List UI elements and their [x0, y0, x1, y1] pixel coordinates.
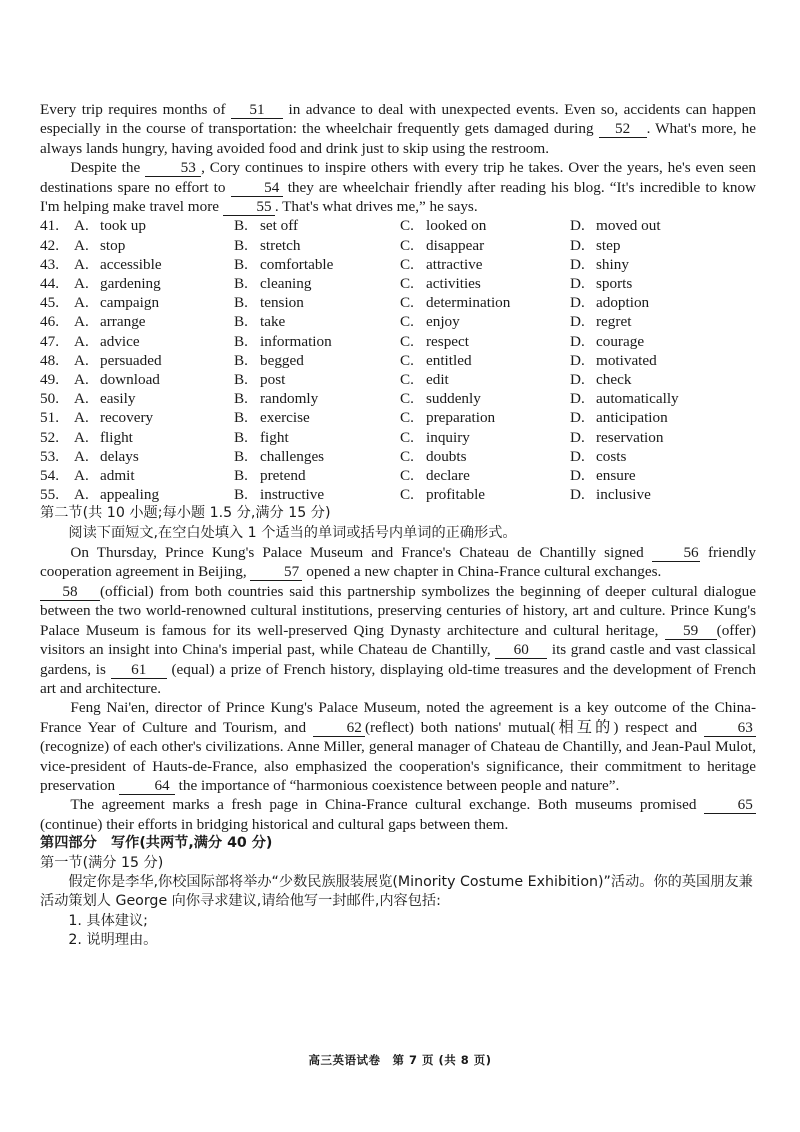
option-row-42: [40, 236, 756, 255]
option-letter: A.: [74, 236, 89, 254]
option-text: take: [260, 313, 286, 331]
option-a[interactable]: [74, 466, 234, 485]
question-number: 52.: [40, 428, 59, 446]
text: in advance to deal with unexpected events. Even so, accidents can happen especially in the course of transportation: the wheelchair frequently gets damaged during: [40, 101, 757, 138]
text: . What's more, he always lands hungry, having avoided food and drink just to skip using the restroom.: [40, 120, 756, 157]
option-letter: C.: [400, 390, 414, 408]
option-b[interactable]: [234, 312, 400, 331]
option-row-46: [40, 312, 756, 331]
option-text: admit: [100, 466, 135, 484]
option-letter: A.: [74, 313, 89, 331]
blank-57[interactable]: 57: [250, 564, 302, 581]
option-text: motivated: [596, 351, 657, 369]
option-text: attractive: [426, 255, 483, 273]
question-number: 46.: [40, 313, 59, 331]
option-c[interactable]: [400, 255, 570, 274]
option-d[interactable]: [570, 274, 740, 293]
blank-53[interactable]: 53: [145, 160, 201, 177]
text: the importance of “harmonious coexistence between people and nature”.: [178, 776, 620, 794]
option-b[interactable]: [234, 485, 400, 504]
option-letter: B.: [234, 428, 248, 446]
option-text: appealing: [100, 486, 160, 504]
exam-page: [40, 100, 756, 951]
option-letter: A.: [74, 332, 89, 350]
option-letter: D.: [570, 294, 585, 312]
option-text: fight: [260, 428, 289, 446]
blank-56[interactable]: 56: [652, 545, 700, 562]
blank-65[interactable]: 65: [704, 797, 756, 814]
option-text: determination: [426, 294, 511, 312]
option-b[interactable]: [234, 255, 400, 274]
question-number: 50.: [40, 390, 59, 408]
option-letter: D.: [570, 217, 585, 235]
option-letter: B.: [234, 486, 248, 504]
option-c[interactable]: [400, 447, 570, 466]
option-letter: C.: [400, 275, 414, 292]
option-a[interactable]: [74, 312, 234, 331]
option-c[interactable]: [400, 236, 570, 255]
option-d[interactable]: [570, 312, 740, 331]
option-letter: D.: [570, 486, 585, 504]
option-text: took up: [100, 217, 146, 235]
option-row-43: [40, 255, 756, 274]
option-text: enjoy: [426, 313, 460, 331]
text: opened a new chapter in China-France cultural exchanges.: [306, 563, 662, 581]
option-text: sports: [596, 275, 633, 292]
option-a[interactable]: [74, 332, 234, 351]
option-d[interactable]: [570, 428, 740, 447]
option-b[interactable]: [234, 389, 400, 408]
option-b[interactable]: [234, 408, 400, 427]
text: Despite the: [70, 159, 141, 177]
option-d[interactable]: [570, 332, 740, 351]
option-row-48: [40, 351, 756, 370]
option-d[interactable]: [570, 370, 740, 389]
option-text: ensure: [596, 466, 636, 484]
option-text: respect: [426, 332, 470, 350]
option-letter: D.: [570, 428, 585, 446]
option-text: stop: [100, 236, 126, 254]
option-text: courage: [596, 332, 645, 350]
option-row-52: [40, 428, 756, 447]
part4-sub-heading: 第一节(满分 15 分): [40, 854, 164, 871]
option-letter: B.: [234, 255, 248, 273]
option-letter: C.: [400, 447, 414, 465]
option-text: entitled: [426, 351, 472, 369]
question-number: 53.: [40, 447, 59, 465]
option-text: recovery: [100, 409, 154, 427]
option-letter: A.: [74, 217, 89, 235]
option-text: edit: [426, 370, 449, 388]
blank-54[interactable]: 54: [231, 180, 283, 197]
option-letter: B.: [234, 236, 248, 254]
option-text: inquiry: [426, 428, 470, 446]
option-letter: D.: [570, 275, 585, 292]
option-text: begged: [260, 351, 304, 369]
question-number: 49.: [40, 370, 59, 388]
part4-heading: 第四部分 写作(共两节,满分 40 分): [40, 835, 273, 852]
option-c[interactable]: [400, 370, 570, 389]
option-b[interactable]: [234, 428, 400, 447]
option-text: suddenly: [426, 390, 481, 408]
option-text: arrange: [100, 313, 146, 331]
option-text: challenges: [260, 447, 325, 465]
option-b[interactable]: [234, 274, 400, 293]
option-d[interactable]: [570, 293, 740, 312]
option-b[interactable]: [234, 236, 400, 255]
option-text: shiny: [596, 255, 629, 273]
option-b[interactable]: [234, 466, 400, 485]
option-a[interactable]: [74, 274, 234, 293]
option-row-49: [40, 370, 756, 389]
option-letter: C.: [400, 313, 414, 331]
option-d[interactable]: [570, 389, 740, 408]
option-text: delays: [100, 447, 139, 465]
option-text: advice: [100, 332, 140, 350]
option-text: accessible: [100, 255, 162, 273]
text: (official) from both countries said this partnership symbolizes the beginning of deeper cultural dialogue between the two world-renowned cultural institutions, preserving centuries of history, art and culture. Prince Kung's Palace Museum is famous for its well-preserved Qing Dynasty architecture and cultural heritage,: [40, 582, 756, 639]
option-text: campaign: [100, 294, 160, 312]
option-text: reservation: [596, 428, 664, 446]
text: The agreement marks a fresh page in China-France cultural exchange. Both museums promised: [70, 796, 697, 814]
option-a[interactable]: [74, 351, 234, 370]
blank-51[interactable]: 51: [231, 102, 283, 119]
option-text: easily: [100, 390, 136, 408]
option-c[interactable]: [400, 389, 570, 408]
option-text: set off: [260, 217, 299, 235]
option-letter: D.: [570, 409, 585, 427]
text: (recognize) of each other's civilizations. Anne Miller, general manager of Chateau de Chantilly, and Jean-Paul Mulot, vice-president of Hauts-de-France, also emphasized the cooperation's significance, their commitment to heritage preservation: [40, 738, 756, 794]
option-text: randomly: [260, 390, 319, 408]
option-text: activities: [426, 275, 481, 292]
option-c[interactable]: [400, 274, 570, 293]
option-b[interactable]: [234, 351, 400, 370]
text: (equal) a prize of French history, displaying old-time treasures and the development of French art and architecture.: [40, 660, 756, 697]
option-b[interactable]: [234, 293, 400, 312]
option-text: looked on: [426, 217, 487, 235]
blank-64[interactable]: 64: [119, 778, 175, 795]
section2-paragraph-1: [40, 543, 756, 582]
option-text: step: [596, 236, 621, 254]
section2-heading: 第二节(共 10 小题;每小题 1.5 分,满分 15 分): [40, 505, 331, 522]
text: (reflect) both nations' mutual(相互的) respect and: [365, 718, 698, 736]
option-d[interactable]: [570, 466, 740, 485]
option-b[interactable]: [234, 370, 400, 389]
question-number: 54.: [40, 466, 59, 484]
option-letter: C.: [400, 409, 414, 427]
option-c[interactable]: [400, 485, 570, 504]
text: Feng Nai'en, director of Prince Kung's Palace Museum, noted the agreement is a key outcome of the China-France Year of Culture and Tourism, and: [40, 699, 756, 736]
option-b[interactable]: [234, 332, 400, 351]
blank-60[interactable]: 60: [495, 642, 547, 659]
option-text: disappear: [426, 236, 485, 254]
option-row-41: [40, 216, 756, 235]
option-row-44: [40, 274, 756, 293]
option-text: gardening: [100, 275, 161, 292]
page-footer: 高三英语试卷 第 7 页 (共 8 页): [308, 1053, 492, 1067]
option-letter: D.: [570, 351, 585, 369]
option-text: post: [260, 370, 286, 388]
option-a[interactable]: [74, 485, 234, 504]
option-letter: A.: [74, 428, 89, 446]
option-row-50: [40, 389, 756, 408]
option-letter: A.: [74, 370, 89, 388]
option-a[interactable]: [74, 389, 234, 408]
option-letter: C.: [400, 236, 414, 254]
question-number: 55.: [40, 486, 59, 504]
writing-prompt: 假定你是李华,你校国际部将举办“少数民族服装展览(Minority Costume Exhibition)”活动。你的英国朋友兼活动策划人 George 向你寻求建议,请给他写一封邮件,内容包括:: [40, 873, 753, 910]
question-number: 43.: [40, 255, 59, 273]
option-text: automatically: [596, 390, 679, 408]
option-letter: C.: [400, 332, 414, 350]
option-letter: B.: [234, 390, 248, 408]
option-text: moved out: [596, 217, 661, 235]
option-letter: B.: [234, 447, 248, 465]
option-c[interactable]: [400, 351, 570, 370]
option-letter: B.: [234, 351, 248, 369]
option-letter: D.: [570, 390, 585, 408]
option-row-45: [40, 293, 756, 312]
option-letter: A.: [74, 294, 89, 312]
option-text: download: [100, 370, 160, 388]
option-text: regret: [596, 313, 632, 331]
option-text: doubts: [426, 447, 467, 465]
blank-61[interactable]: 61: [111, 662, 167, 679]
option-c[interactable]: [400, 293, 570, 312]
options-list: [40, 216, 756, 504]
option-letter: C.: [400, 294, 414, 312]
option-text: persuaded: [100, 351, 162, 369]
option-a[interactable]: [74, 255, 234, 274]
option-letter: D.: [570, 332, 585, 350]
option-letter: C.: [400, 351, 414, 369]
passage-paragraph-1: [40, 100, 756, 158]
option-d[interactable]: [570, 447, 740, 466]
text: friendly cooperation agreement in Beijing,: [40, 544, 757, 581]
option-c[interactable]: [400, 428, 570, 447]
option-text: costs: [596, 447, 627, 465]
option-letter: A.: [74, 351, 89, 369]
section2-paragraph-4: [40, 795, 756, 834]
option-row-53: [40, 447, 756, 466]
option-letter: A.: [74, 466, 89, 484]
option-letter: B.: [234, 370, 248, 388]
option-text: preparation: [426, 409, 496, 427]
option-d[interactable]: [570, 236, 740, 255]
question-number: 47.: [40, 332, 59, 350]
option-letter: B.: [234, 217, 248, 235]
writing-item-1: 1. 具体建议;: [68, 912, 148, 929]
blank-58[interactable]: 58: [40, 584, 100, 601]
option-text: stretch: [260, 236, 301, 254]
option-letter: B.: [234, 466, 248, 484]
option-letter: D.: [570, 313, 585, 331]
passage-paragraph-2: [40, 158, 756, 216]
option-row-55: [40, 485, 756, 504]
option-c[interactable]: [400, 408, 570, 427]
option-c[interactable]: [400, 312, 570, 331]
option-letter: A.: [74, 486, 89, 504]
section2-paragraph-3: [40, 698, 756, 795]
option-letter: C.: [400, 486, 414, 504]
option-text: tension: [260, 294, 304, 312]
option-letter: D.: [570, 466, 585, 484]
option-letter: C.: [400, 428, 414, 446]
option-text: declare: [426, 466, 470, 484]
option-letter: C.: [400, 217, 414, 235]
question-number: 45.: [40, 294, 59, 312]
option-b[interactable]: [234, 447, 400, 466]
text: (offer) visitors an insight into China's imperial past, while Chateau de Chantilly,: [40, 621, 756, 659]
option-letter: D.: [570, 370, 585, 388]
option-text: flight: [100, 428, 133, 446]
option-text: check: [596, 370, 632, 388]
option-text: cleaning: [260, 275, 312, 292]
option-d[interactable]: [570, 408, 740, 427]
option-letter: C.: [400, 466, 414, 484]
option-row-54: [40, 466, 756, 485]
option-a[interactable]: [74, 216, 234, 235]
option-b[interactable]: [234, 216, 400, 235]
option-a[interactable]: [74, 408, 234, 427]
option-letter: A.: [74, 255, 89, 273]
text: Every trip requires months of: [40, 101, 226, 118]
option-a[interactable]: [74, 293, 234, 312]
option-c[interactable]: [400, 332, 570, 351]
section2-paragraph-2: [40, 582, 756, 698]
option-text: inclusive: [596, 486, 651, 504]
option-c[interactable]: [400, 216, 570, 235]
option-text: pretend: [260, 466, 306, 484]
blank-55[interactable]: 55: [223, 199, 275, 216]
option-row-47: [40, 332, 756, 351]
question-number: 44.: [40, 275, 59, 292]
option-d[interactable]: [570, 216, 740, 235]
option-letter: D.: [570, 447, 585, 465]
question-number: 51.: [40, 409, 59, 427]
option-letter: A.: [74, 447, 89, 465]
blank-63[interactable]: 63: [704, 720, 756, 737]
option-letter: C.: [400, 370, 414, 388]
option-letter: B.: [234, 332, 248, 350]
text: they are wheelchair friendly after reading his blog. “It's incredible to know I'm helping make travel more: [40, 178, 757, 216]
option-letter: A.: [74, 409, 89, 427]
text: (continue) their efforts in bridging historical and cultural gaps between them.: [40, 815, 509, 833]
option-text: profitable: [426, 486, 486, 504]
option-letter: A.: [74, 390, 89, 408]
option-a[interactable]: [74, 428, 234, 447]
writing-item-2: 2. 说明理由。: [68, 932, 158, 949]
question-number: 42.: [40, 236, 59, 254]
option-a[interactable]: [74, 370, 234, 389]
option-letter: B.: [234, 409, 248, 427]
question-number: 48.: [40, 351, 59, 369]
option-text: anticipation: [596, 409, 668, 427]
option-text: exercise: [260, 409, 310, 427]
option-a[interactable]: [74, 236, 234, 255]
text: , Cory continues to inspire others with every trip he takes. Over the years, he's even seen destinations spare no effort to: [40, 159, 756, 196]
blank-59[interactable]: 59: [665, 623, 717, 640]
text: . That's what drives me,” he says.: [274, 198, 478, 216]
section2-instruction: 阅读下面短文,在空白处填入 1 个适当的单词或括号内单词的正确形式。: [68, 524, 517, 541]
option-letter: D.: [570, 255, 585, 273]
option-d[interactable]: [570, 351, 740, 370]
option-d[interactable]: [570, 485, 740, 504]
option-letter: B.: [234, 275, 248, 292]
option-text: information: [260, 332, 332, 350]
blank-62[interactable]: 62: [313, 720, 365, 737]
option-row-51: [40, 408, 756, 427]
question-number: 41.: [40, 217, 59, 235]
text: its grand castle and vast classical gardens, is: [40, 641, 757, 678]
option-letter: B.: [234, 294, 248, 312]
text: On Thursday, Prince Kung's Palace Museum and France's Chateau de Chantilly signed: [70, 544, 644, 562]
option-letter: D.: [570, 236, 585, 254]
option-letter: C.: [400, 255, 414, 273]
option-d[interactable]: [570, 255, 740, 274]
option-text: adoption: [596, 294, 650, 312]
option-text: comfortable: [260, 255, 334, 273]
option-c[interactable]: [400, 466, 570, 485]
option-letter: B.: [234, 313, 248, 331]
option-a[interactable]: [74, 447, 234, 466]
option-letter: A.: [74, 275, 89, 292]
blank-52[interactable]: 52: [599, 121, 647, 138]
option-text: instructive: [260, 486, 325, 504]
